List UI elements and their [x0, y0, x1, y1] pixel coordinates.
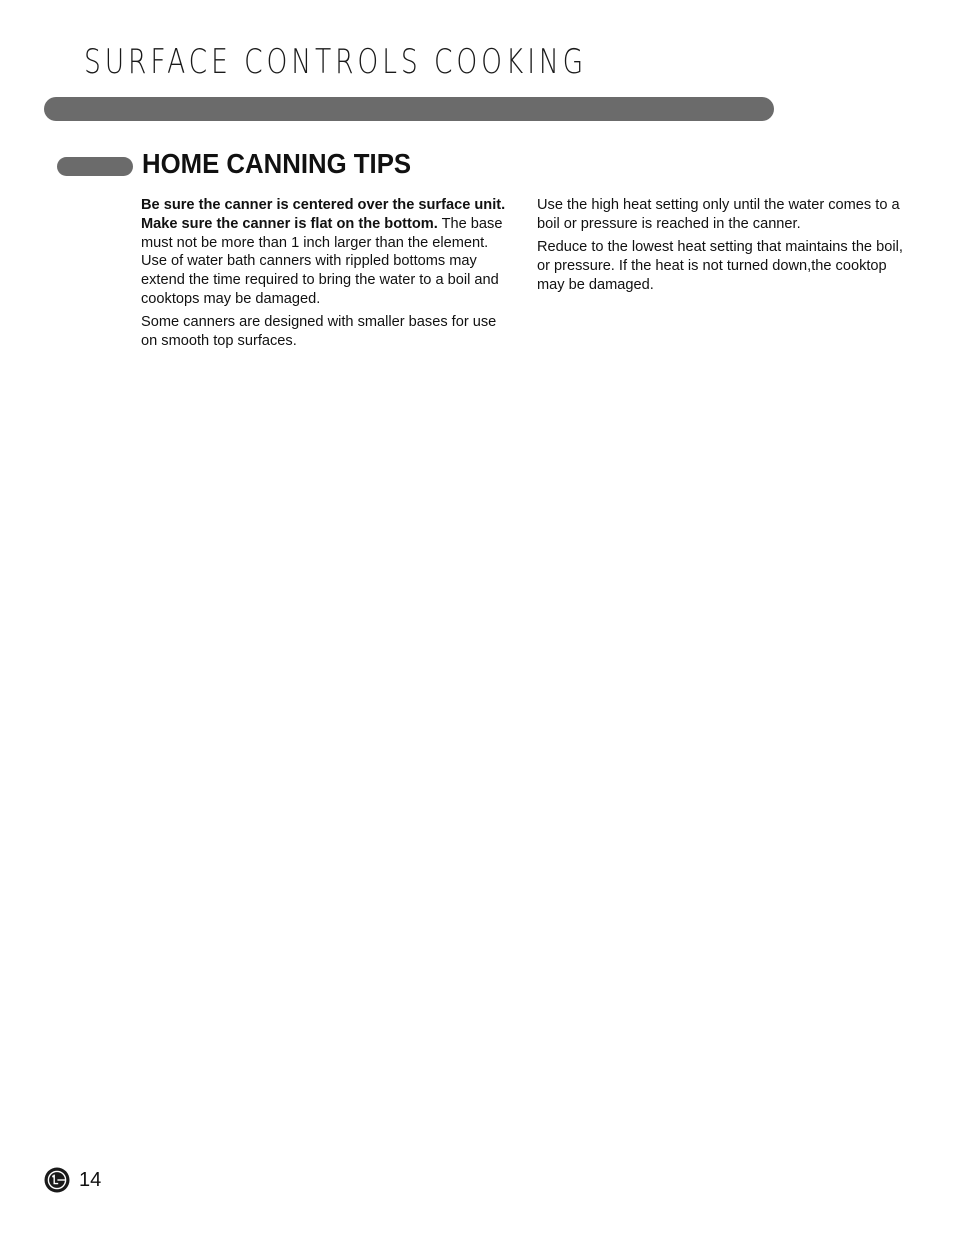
reduce-heat-paragraph: Reduce to the lowest heat setting that maintains the boil, or pressure. If the heat is not turned down,the cooktop may be damaged. — [537, 239, 903, 293]
page-footer — [44, 1166, 101, 1194]
section-heading: HOME CANNING TIPS — [142, 148, 412, 179]
page-number: 14 — [79, 1168, 102, 1191]
header-divider-bar — [44, 97, 774, 121]
section-marker-pill — [57, 157, 133, 176]
canner-placement-paragraph — [141, 196, 507, 309]
canner-placement-bold-lead: Be sure the canner is centered over the surface unit. Make sure the canner is flat on the bottom. — [141, 197, 506, 232]
canner-placement-text: The base must not be more than 1 inch larger than the element. Use of water bath canners with rippled bottoms may extend the time required to bring the water to a boil and cooktops may be damaged. — [141, 215, 503, 307]
lg-logo-icon — [44, 1167, 70, 1193]
high-heat-paragraph: Use the high heat setting only until the water comes to a boil or pressure is reached in the canner. — [537, 197, 900, 232]
page-title: SURFACE CONTROLS COOKING — [84, 42, 588, 82]
smaller-bases-paragraph: Some canners are designed with smaller bases for use on smooth top surfaces. — [141, 314, 497, 350]
right-text-column — [537, 196, 907, 299]
left-text-column — [141, 196, 507, 355]
